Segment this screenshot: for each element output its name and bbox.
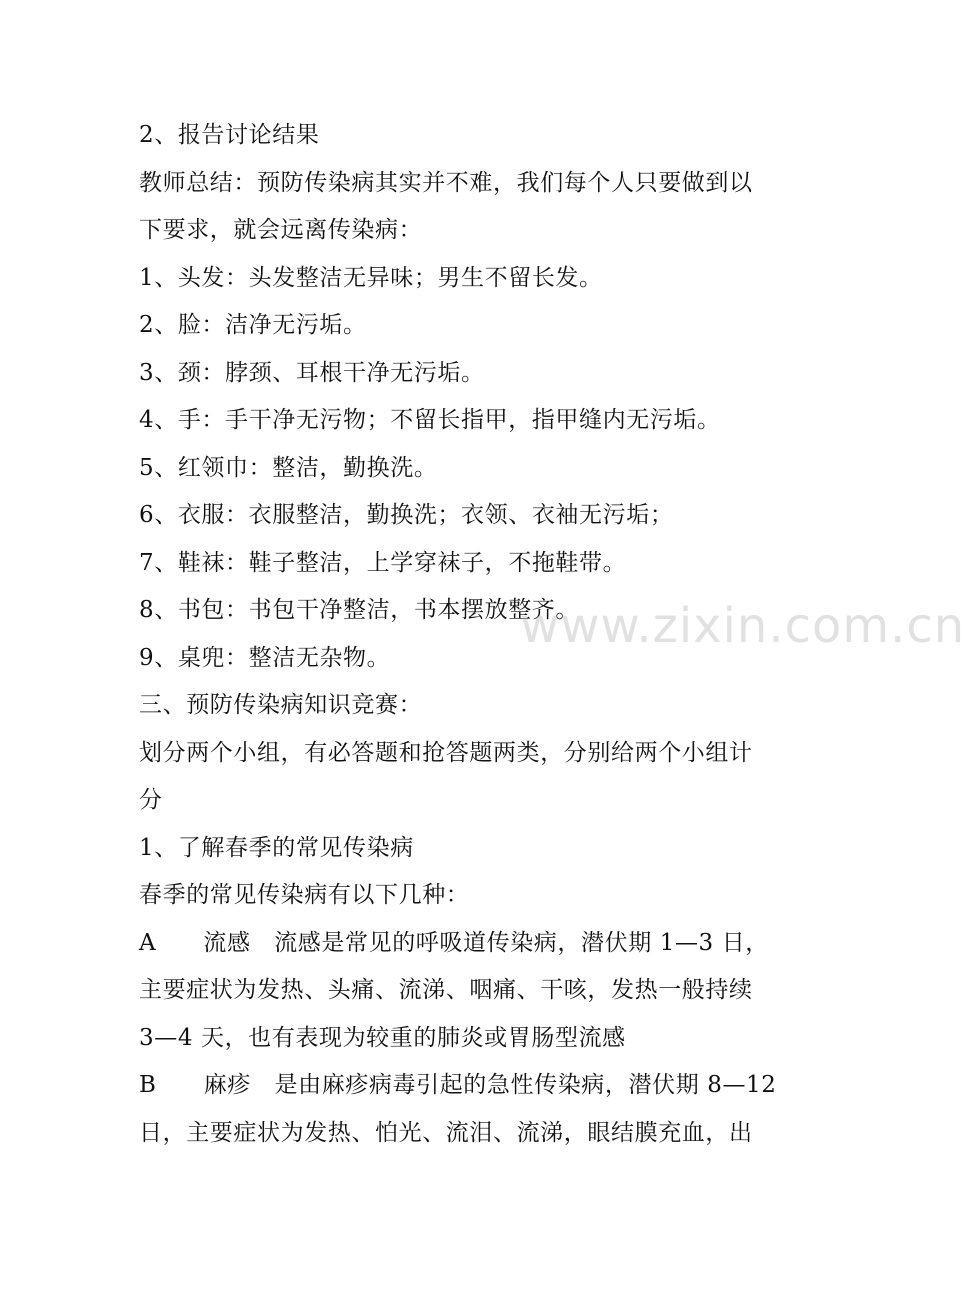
paragraph-line: A 流感 流感是常见的呼吸道传染病，潜伏期 1—3 日，	[139, 929, 769, 956]
paragraph-line: 分	[139, 787, 163, 813]
paragraph-line: 3—4 天，也有表现为较重的肺炎或胃肠型流感	[139, 1024, 626, 1051]
paragraph-line: 春季的常见传染病有以下几种：	[139, 882, 470, 908]
list-item: 9、桌兜：整洁无杂物。	[139, 644, 391, 671]
subheading: 1、了解春季的常见传染病	[139, 834, 414, 861]
paragraph-line: B 麻疹 是由麻疹病毒引起的急性传染病，潜伏期 8—12	[139, 1072, 777, 1098]
list-item: 1、头发：头发整洁无异味；男生不留长发。	[139, 264, 603, 291]
list-item: 3、颈：脖颈、耳根干净无污垢。	[139, 359, 485, 386]
section-heading: 三、预防传染病知识竞赛：	[139, 692, 423, 718]
list-item: 6、衣服：衣服整洁，勤换洗；衣领、衣袖无污垢；	[139, 502, 674, 528]
paragraph-line: 日，主要症状为发热、怕光、流泪、流涕，眼结膜充血，出	[139, 1119, 753, 1146]
list-item: 5、红领巾：整洁，勤换洗。	[139, 454, 438, 481]
list-item: 2、脸：洁净无污垢。	[139, 312, 367, 338]
list-item: 7、鞋袜：鞋子整洁，上学穿袜子，不拖鞋带。	[139, 549, 627, 576]
paragraph-line: 主要症状为发热、头痛、流涕、咽痛、干咳，发热一般持续	[139, 977, 753, 1003]
list-item: 8、书包：书包干净整洁，书本摆放整齐。	[139, 597, 580, 623]
watermark: www.zixin.com.cn	[520, 598, 965, 654]
paragraph-line: 教师总结：预防传染病其实并不难，我们每个人只要做到以	[139, 169, 753, 196]
list-item: 4、手：手干净无污物；不留长指甲，指甲缝内无污垢。	[139, 407, 721, 433]
heading-report-discussion: 2、报告讨论结果	[139, 122, 320, 148]
paragraph-line: 划分两个小组，有必答题和抢答题两类，分别给两个小组计	[139, 739, 753, 766]
document-body	[139, 112, 789, 1157]
paragraph-line: 下要求，就会远离传染病：	[139, 217, 423, 243]
